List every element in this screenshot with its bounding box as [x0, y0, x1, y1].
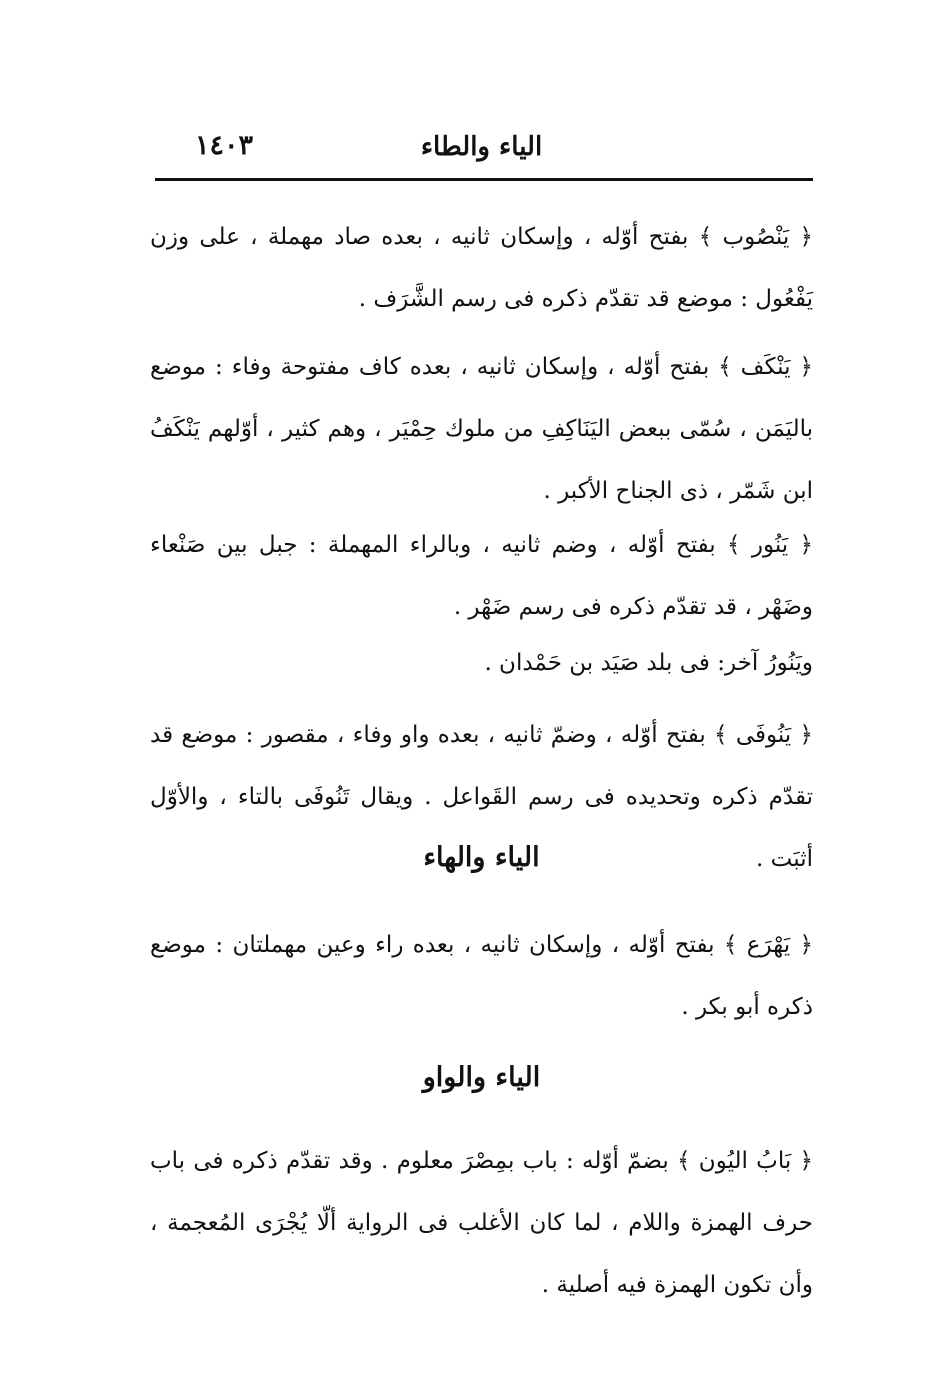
entry-bab-alyun: ﴿ بَابُ اليُون ﴾ بضمّ أوّله : باب بمِصْرَ معلوم . وقد تقدّم ذكره فى باب حرف الهمزة واللام ، لما كان الأغلب فى الرواية ألّا يُجْرَى المُعجمة ، وأن تكون الهمزة فيه أصلية .	[150, 1148, 813, 1298]
entry-yankaf: ﴿ يَنْكَف ﴾ بفتح أوّله ، وإسكان ثانيه ، بعده كاف مفتوحة وفاء : موضع باليَمَن ، سُمّى ببعض اليَنَاكِفِ من ملوك حِمْيَر ، وهم كثير ، أوّلهم يَنْكَفُ ابن شَمّر ، ذى الجناح الأكبر .	[150, 354, 813, 504]
section-title-ya-waw: الياء والواو	[422, 1062, 541, 1093]
running-title: الياء والطاء	[420, 132, 543, 162]
entry-yanufa: ﴿ يَنُوفَى ﴾ بفتح أوّله ، وضمّ ثانيه ، بعده واو وفاء ، مقصور : موضع قد تقدّم ذكره وتحديده فى رسم القَواعل . ويقال تَنُوفَى بالتاء ، والأوّل أثبَت .	[150, 722, 813, 872]
header-rule	[155, 178, 813, 181]
page-number: ١٤٠٣	[195, 130, 254, 161]
entry-yansub: ﴿ يَنْصُوب ﴾ بفتح أوّله ، وإسكان ثانيه ، بعده صاد مهملة ، على وزن يَفْعُول : موضع قد تقدّم ذكره فى رسم الشَّرَف .	[150, 224, 813, 312]
section-title-ya-ha: الياء والهاء	[423, 842, 540, 873]
entry-yanur-other: ويَنُورُ آخر: فى بلد صَيَد بن حَمْدان .	[484, 650, 813, 676]
entry-yanur: ﴿ يَنُور ﴾ بفتح أوّله ، وضم ثانيه ، وبالراء المهملة : جبل بين صَنْعاء وضَهْر ، قد تقدّم ذكره فى رسم ضَهْر .	[150, 532, 813, 620]
entry-yahra: ﴿ يَهْرَع ﴾ بفتح أوّله ، وإسكان ثانيه ، بعده راء وعين مهملتان : موضع ذكره أبو بكر .	[150, 932, 813, 1020]
page-header	[155, 120, 808, 172]
